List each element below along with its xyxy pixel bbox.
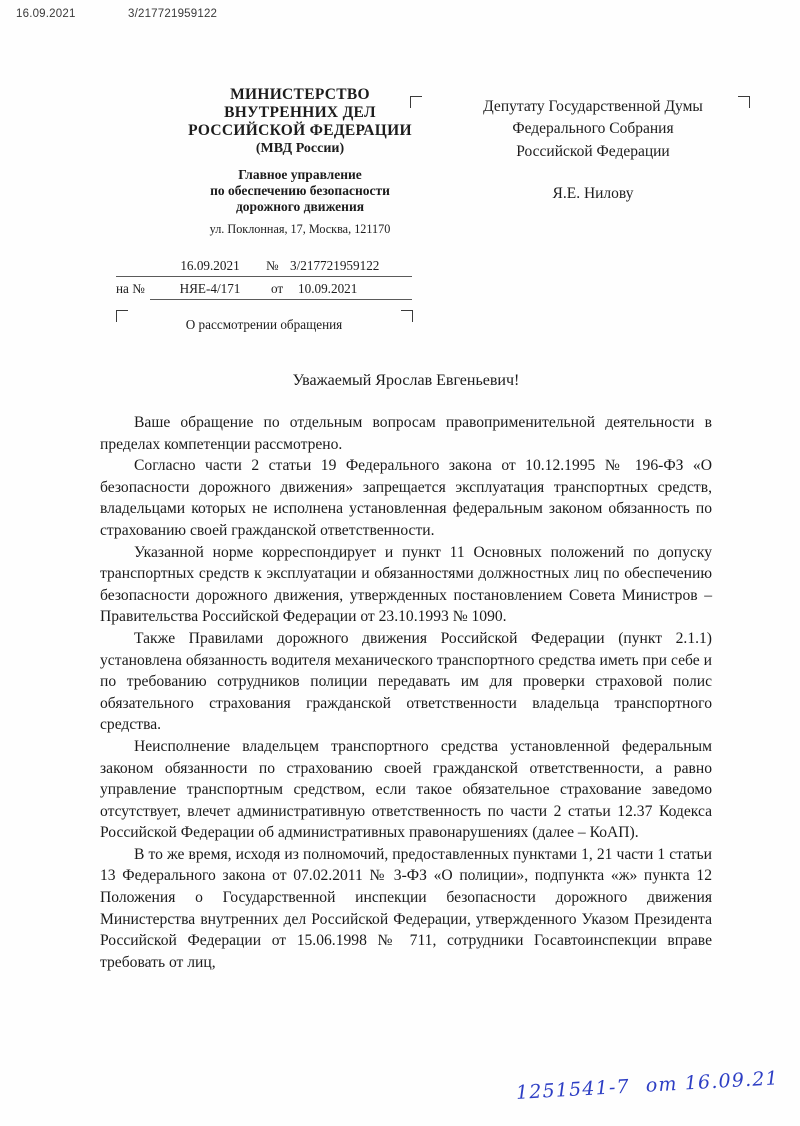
body-paragraph: Также Правилами дорожного движения Российской Федерации (пункт 2.1.1) установлена обязанность водителя механического транспортного средства иметь при себе и по требованию сотрудников полиции передавать им для проверки страховой полис обязательного страхования гражданской ответственности владельца транспортного средства. [100, 629, 712, 734]
addressee-block [448, 96, 738, 206]
body-paragraph: Указанной норме корреспондирует и пункт 11 Основных положений по допуску транспортных средств к эксплуатации и обязанностями должностных лиц по обеспечению безопасности дорожного движения, утвержденных постановлением Совета Министров – Правительства Российской Федерации от 23.10.1993 № 1090. [100, 543, 712, 626]
body-paragraph: Ваше обращение по отдельным вопросам правоприменительной деятельности в пределах компетенции рассмотрено. [100, 414, 712, 453]
scan-header-date: 16.09.2021 [16, 8, 76, 20]
letter-body [100, 412, 712, 973]
reference-row1-underline [116, 276, 412, 277]
subject-text: О рассмотрении обращения [185, 317, 343, 332]
body-paragraph: Согласно части 2 статьи 19 Федерального закона от 10.12.1995 № 196-ФЗ «О безопасности дорожного движения» запрещается эксплуатация транспортных средств, владельцами которых не исполнена установленная федеральным законом обязанность по страхованию своей гражданской ответственности. [100, 457, 712, 539]
handwritten-note-number: 1251541-7 [515, 1075, 631, 1104]
reference-row-incoming [116, 281, 426, 301]
reference-number-label: № [266, 258, 279, 273]
body-paragraph: Неисполнение владельцем транспортного средства установленной федеральным законом обязанности по страхованию своей гражданской ответственности, а равно управление транспортным средством, если такое обязательное страхование заведомо отсутствует, влечет административную ответственность по части 2 статьи 12.37 Кодекса Российской Федерации об административных правонарушениях (далее – КоАП). [100, 737, 712, 842]
handwritten-note-from-label: от [645, 1072, 679, 1097]
reference-incoming-label: на № [116, 281, 145, 296]
handwritten-registration-note [515, 1067, 779, 1104]
body-paragraph: В то же время, исходя из полномочий, предоставленных пунктами 1, 21 части 1 статьи 13 Федерального закона от 07.02.2011 № 3-ФЗ «О полиции», подпункта «ж» пункта 12 Положения о Государственной инспекции безопасности дорожного движения Министерства внутренних дел Российской Федерации, утвержденного Указом Президента Российской Федерации от 15.06.1998 № 711, сотрудники Госавтоинспекции вправе требовать от лиц, [100, 845, 712, 971]
letterhead [150, 86, 450, 237]
reference-outgoing-date: 16.09.2021 [180, 258, 240, 273]
addressee-name: Я.Е. Нилову [552, 185, 634, 203]
addressee-line2: Федерального Собрания [512, 120, 674, 138]
scan-header-number: 3/217721959122 [128, 8, 218, 20]
letterhead-ministry-line1: МИНИСТЕРСТВО [230, 86, 370, 103]
reference-block [116, 258, 426, 301]
addressee-line1: Депутату Государственной Думы [483, 98, 703, 115]
letterhead-ministry-line3: РОССИЙСКОЙ ФЕДЕРАЦИИ [188, 122, 412, 140]
reference-from-label: от [271, 281, 284, 296]
salutation: Уважаемый Ярослав Евгеньевич! [292, 372, 520, 389]
addressee-line3: Российской Федерации [516, 142, 670, 160]
letterhead-department-line1: Главное управление [238, 166, 362, 182]
letterhead-department-line3: дорожного движения [235, 199, 365, 215]
reference-incoming-number: НЯЕ-4/171 [179, 281, 241, 296]
reference-row2-underline [150, 299, 412, 300]
reference-incoming-date: 10.09.2021 [298, 281, 358, 296]
handwritten-note-date: 16.09.21 [684, 1067, 780, 1095]
letterhead-abbreviation: (МВД России) [255, 141, 345, 157]
letterhead-ministry-line2: ВНУТРЕННИХ ДЕЛ [224, 104, 376, 122]
reference-row-outgoing [116, 258, 426, 278]
scan-header [0, 8, 800, 30]
addressee-bracket-top-right-icon [738, 96, 750, 108]
addressee-bracket-top-left-icon [410, 96, 422, 108]
subject-line [116, 311, 412, 333]
reference-outgoing-number: 3/217721959122 [290, 258, 380, 273]
letterhead-department-line2: по обеспечению безопасности [210, 182, 390, 198]
letterhead-address: ул. Поклонная, 17, Москва, 121170 [209, 222, 391, 237]
